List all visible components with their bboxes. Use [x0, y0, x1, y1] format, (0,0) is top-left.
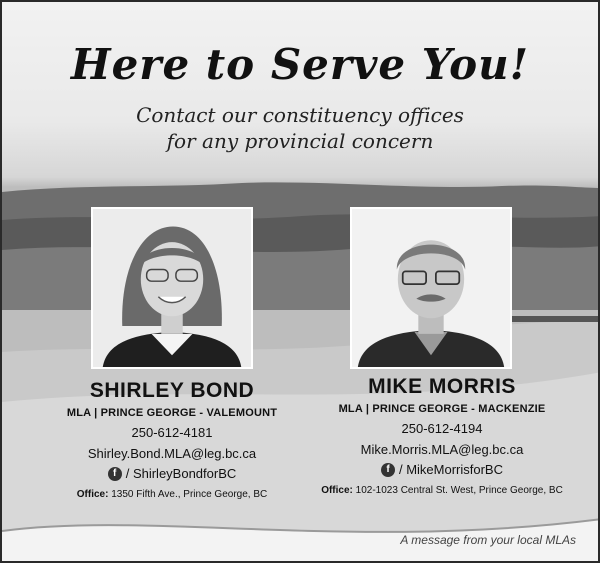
phone-number: 250-612-4194 [401, 421, 483, 436]
office-label: Office: [321, 485, 353, 496]
office-address: 1350 Fifth Ave., Prince George, BC [111, 489, 268, 500]
mla-card-mike-morris [312, 375, 572, 496]
mla-card-shirley-bond [42, 379, 302, 500]
email-address: Shirley.Bond.MLA@leg.bc.ca [87, 446, 257, 461]
subheadline-line-1: Contact our constituency offices [136, 103, 464, 127]
footer-wave [2, 501, 600, 561]
mla-name: SHIRLEY BOND [89, 379, 255, 402]
email-address: Mike.Morris.MLA@leg.bc.ca [360, 442, 524, 457]
facebook-icon: f [381, 463, 395, 477]
subheadline-line-2: for any provincial concern [166, 129, 434, 153]
facebook-handle-row [42, 466, 302, 481]
footer-message: A message from your local MLAs [400, 533, 576, 547]
phone-number: 250-612-4181 [131, 425, 213, 440]
facebook-handle: / MikeMorrisforBC [398, 462, 503, 477]
mike-morris-photo [350, 207, 512, 369]
office-address-row [312, 485, 572, 496]
mla-riding: MLA | PRINCE GEORGE - VALEMOUNT [66, 407, 278, 419]
facebook-handle: / ShirleyBondforBC [125, 466, 237, 481]
mla-riding: MLA | PRINCE GEORGE - MACKENZIE [338, 403, 546, 415]
office-label: Office: [76, 489, 109, 500]
office-address: 102-1023 Central St. West, Prince George, BC [355, 485, 563, 496]
subheadline [2, 102, 598, 154]
facebook-icon: f [108, 467, 122, 481]
office-address-row [42, 489, 302, 500]
facebook-handle-row [312, 462, 572, 477]
headline: Here to Serve You! [70, 40, 530, 89]
mla-name: MIKE MORRIS [368, 375, 516, 398]
shirley-bond-photo [91, 207, 253, 369]
